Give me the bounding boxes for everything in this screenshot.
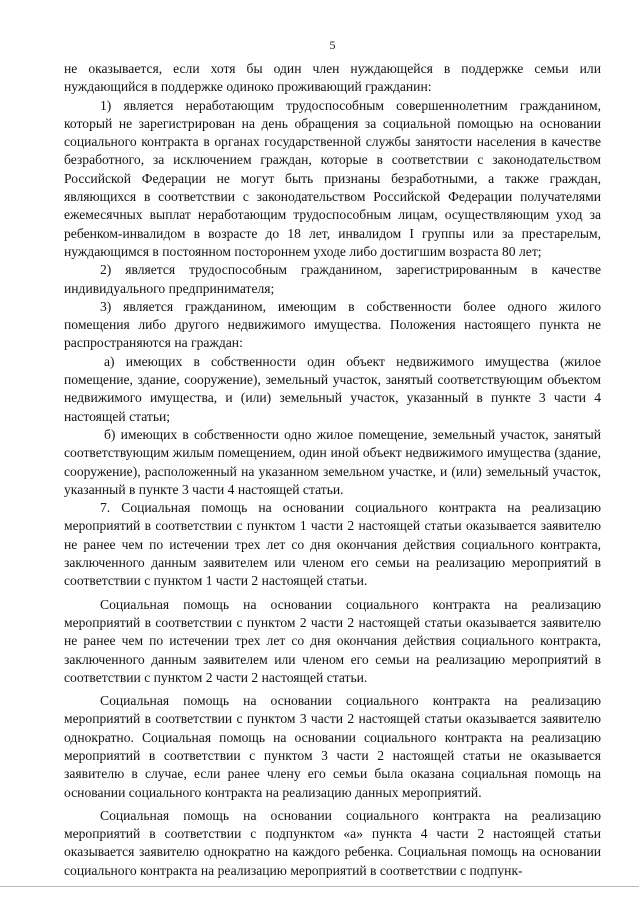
page-number: 5 xyxy=(329,38,336,52)
paragraph-part-7-item-4a: Социальная помощь на основании социального контракта на реализацию мероприятий в соответствии с подпунктом «а» пункта 4 части 2 настоящей статьи оказывается заявителю однократно на каждого ребенка. Социальная помощь на основании социального контракта на реализацию мероприятий в соответствии с подпунк- xyxy=(64,807,601,878)
page-bottom-divider xyxy=(0,886,639,887)
paragraph-item-2: 2) является трудоспособным гражданином, зарегистрированным в качестве индивидуального предпринимателя; xyxy=(64,262,601,296)
document-body xyxy=(64,60,601,880)
paragraph-part-7-item-3: Социальная помощь на основании социального контракта на реализацию мероприятий в соответствии с пунктом 3 части 2 настоящей статьи оказывается заявителю однократно. Социальная помощь на основании социального контракта на реализацию мероприятий в соответствии с пунктом 3 части 2 настоящей статьи не оказывается заявителю в случае, если ранее члену его семьи была оказана социальная помощь на основании социального контракта на реализацию данных мероприятий. xyxy=(64,693,601,800)
paragraph-item-3: 3) является гражданином, имеющим в собственности более одного жилого помещения либо другого недвижимого имущества. Положения настоящего пункта не распространяются на граждан: xyxy=(64,298,601,351)
paragraph-subitem-b: б) имеющих в собственности одно жилое помещение, земельный участок, занятый соответствующим жилым помещением, один иной объект недвижимого имущества (здание, сооружение), расположенный на указанном земельном участке, и (или) земельный участок, указанный в пункте 3 части 4 настоящей статьи. xyxy=(64,426,601,497)
paragraph-continuation: не оказывается, если хотя бы один член нуждающейся в поддержке семьи или нуждающийся в поддержке одиноко проживающий гражданин: xyxy=(64,61,601,95)
paragraph-item-1: 1) является неработающим трудоспособным совершеннолетним гражданином, который не зарегистрирован на день обращения за социальной помощью на основании социального контракта в органах государственной службы занятости населения в качестве безработного, за исключением граждан, которые в соответствии с законодательством Российской Федерации не могут быть признаны безработными, а также граждан, являющихся в соответствии с законодательством Российской Федерации получателями ежемесячных выплат неработающим трудоспособным лицам, осуществляющим уход за ребенком-инвалидом в возрасте до 18 лет, инвалидом I группы или за престарелым, нуждающимся в постоянном постороннем уходе либо достигшим возраста 80 лет; xyxy=(64,97,601,259)
paragraph-part-7-item-2: Социальная помощь на основании социального контракта на реализацию мероприятий в соответствии с пунктом 2 части 2 настоящей статьи оказывается заявителю не ранее чем по истечении трех лет со дня окончания действия социального контракта, заключенного данным заявителем или членом его семьи на реализацию мероприятий в соответствии с пунктом 2 части 2 настоящей статьи. xyxy=(64,596,601,685)
paragraph-subitem-a: а) имеющих в собственности один объект недвижимого имущества (жилое помещение, здание, сооружение), земельный участок, занятый соответствующим объектом недвижимого имущества, и (или) земельный участок, указанный в пункте 3 части 4 настоящей статьи; xyxy=(64,353,601,424)
paragraph-part-7: 7. Социальная помощь на основании социального контракта на реализацию мероприятий в соответствии с пунктом 1 части 2 настоящей статьи оказывается заявителю не ранее чем по истечении трех лет со дня окончания действия социального контракта, заключенного данным заявителем или членом его семьи на реализацию мероприятий в соответствии с пунктом 1 части 2 настоящей статьи. xyxy=(64,500,601,589)
